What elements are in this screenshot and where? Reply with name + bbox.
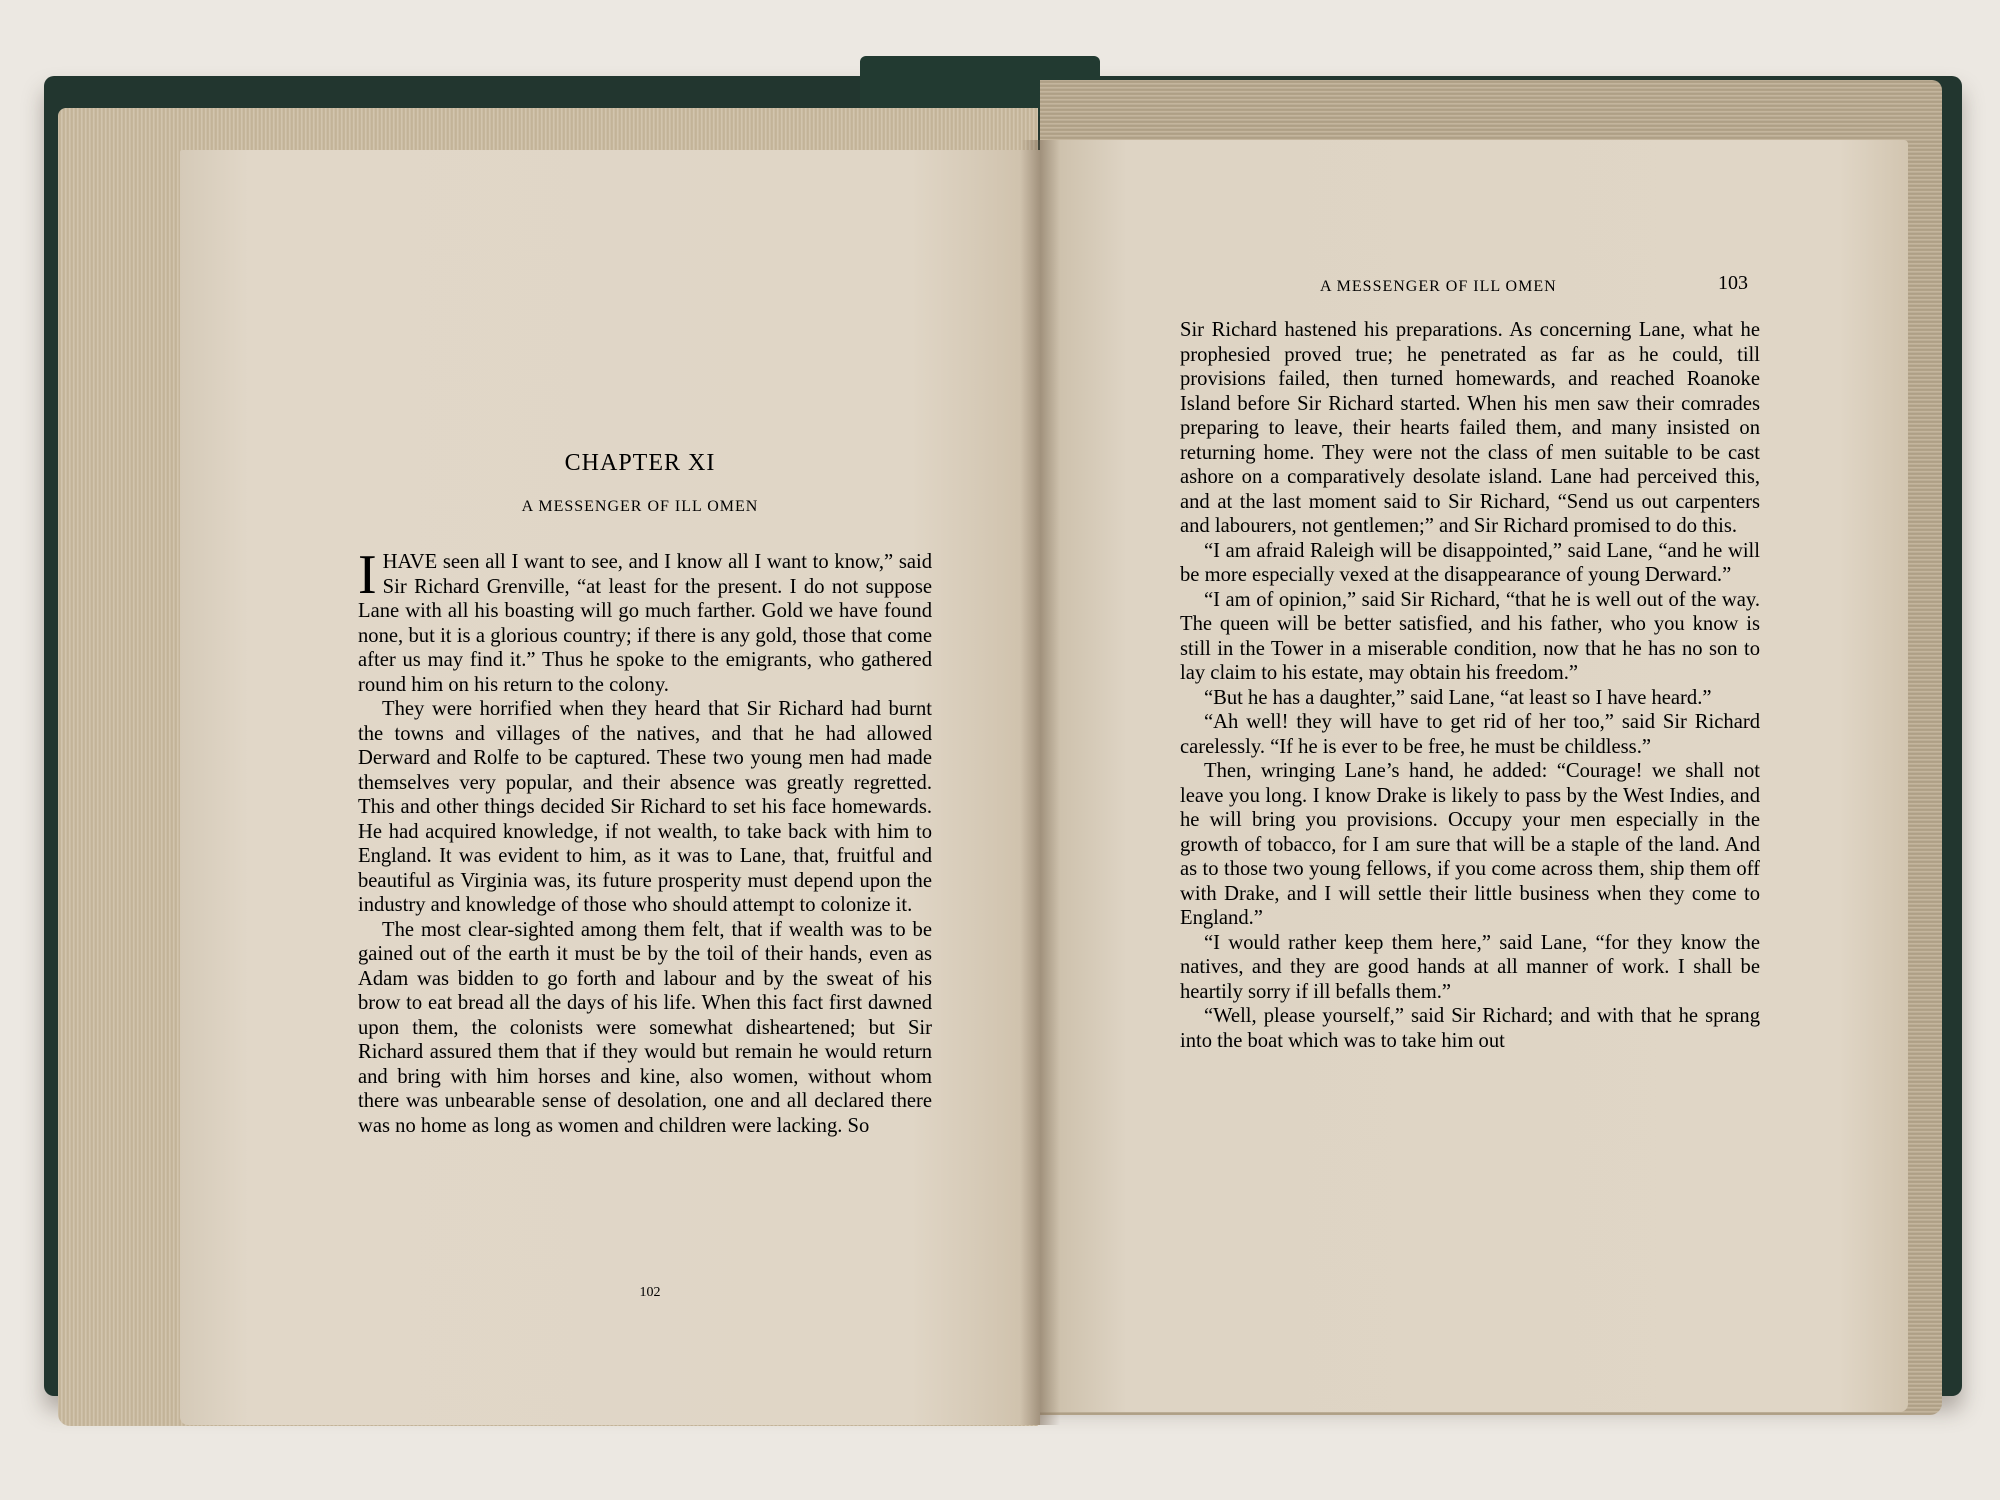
drop-cap: I [358, 544, 377, 606]
paragraph [358, 544, 932, 697]
right-page-text [1180, 318, 1760, 1053]
paragraph: “I am of opinion,” said Sir Richard, “that he is well out of the way. The queen will be better satisfied, and his father, who you know is still in the Tower in a miserable condition, now that he has no son to lay claim to his estate, may obtain his freedom.” [1180, 588, 1760, 684]
paragraph: “Ah well! they will have to get rid of her too,” said Sir Richard carelessly. “If he is ever to be free, he must be childless.” [1180, 711, 1760, 758]
paragraph: “But he has a daughter,” said Lane, “at least so I have heard.” [1204, 686, 1712, 709]
paragraph: “I am afraid Raleigh will be disappointed,” said Lane, “and he will be more especially vexed at the disappearance of young Derward.” [1180, 539, 1760, 586]
paragraph: “I would rather keep them here,” said Lane, “for they know the natives, and they are good hands at all manner of work. I shall be heartily sorry if ill befalls them.” [1180, 931, 1760, 1003]
left-page-text [358, 544, 932, 1138]
paragraph: They were horrified when they heard that Sir Richard had burnt the towns and villages of the natives, and that he had allowed Derward and Rolfe to be captured. These two young men had made themselves very popular, and their absence was greatly regretted. This and other things decided Sir Richard to set his face homewards. He had acquired knowledge, if not wealth, to take back with him to England. It was evident to him, as it was to Lane, that, fruitful and beautiful as Virginia was, its future prosperity must depend upon the industry and knowledge of those who should attempt to colonize it. [358, 698, 932, 916]
paragraph-text: HAVE seen all I want to see, and I know all I want to know,” said Sir Richard Grenville, “at least for the present. I do not suppose Lane with all his boasting will go much farther. Gold we have found none, but it is a glorious country; if there is any gold, those that come after us may find it.” Thus he spoke to the emigrants, who gathered round him on his return to the colony. [358, 551, 932, 696]
book-gutter [1020, 140, 1060, 1425]
chapter-title: CHAPTER XI [564, 450, 716, 476]
page-number: 102 [639, 1285, 661, 1300]
paragraph: The most clear-sighted among them felt, that if wealth was to be gained out of the earth it must be by the toil of their hands, even as Adam was bidden to go forth and labour and by the sweat of his brow to eat bread all the days of his life. When this fact first dawned upon them, the colonists were somewhat disheartened; but Sir Richard assured them that if they would but remain he would return and bring with him horses and kine, also women, without whom there was unbearable sense of desolation, one and all declared there was no home as long as women and children were lacking. So [358, 918, 932, 1137]
page-number: 103 [1718, 272, 1748, 294]
running-head: A MESSENGER OF ILL OMEN [1320, 278, 1557, 295]
paragraph: Then, wringing Lane’s hand, he added: “Courage! we shall not leave you long. I know Drake is likely to pass by the West Indies, and he will bring you provisions. Occupy your men especially in the growth of tobacco, for I am sure that will be a staple of the land. And as to those two young fellows, if you come across them, ship them off with Drake, and I will settle their little business when they come to England.” [1180, 760, 1760, 929]
paragraph: “Well, please yourself,” said Sir Richard; and with that he sprang into the boat which was to take him out [1180, 1005, 1760, 1052]
paragraph: Sir Richard hastened his preparations. As concerning Lane, what he prophesied proved true; he penetrated as far as he could, till provisions failed, then turned homewards, and reached Roanoke Island before Sir Richard started. When his men saw their comrades preparing to leave, their hearts failed them, and many insisted on returning home. They were not the class of men suitable to be cast ashore on a comparatively desolate island. Lane had perceived this, and at the last moment said to Sir Richard, “Send us out carpenters and labourers, not gentlemen;” and Sir Richard promised to do this. [1180, 319, 1760, 537]
chapter-subtitle: A MESSENGER OF ILL OMEN [521, 498, 759, 515]
